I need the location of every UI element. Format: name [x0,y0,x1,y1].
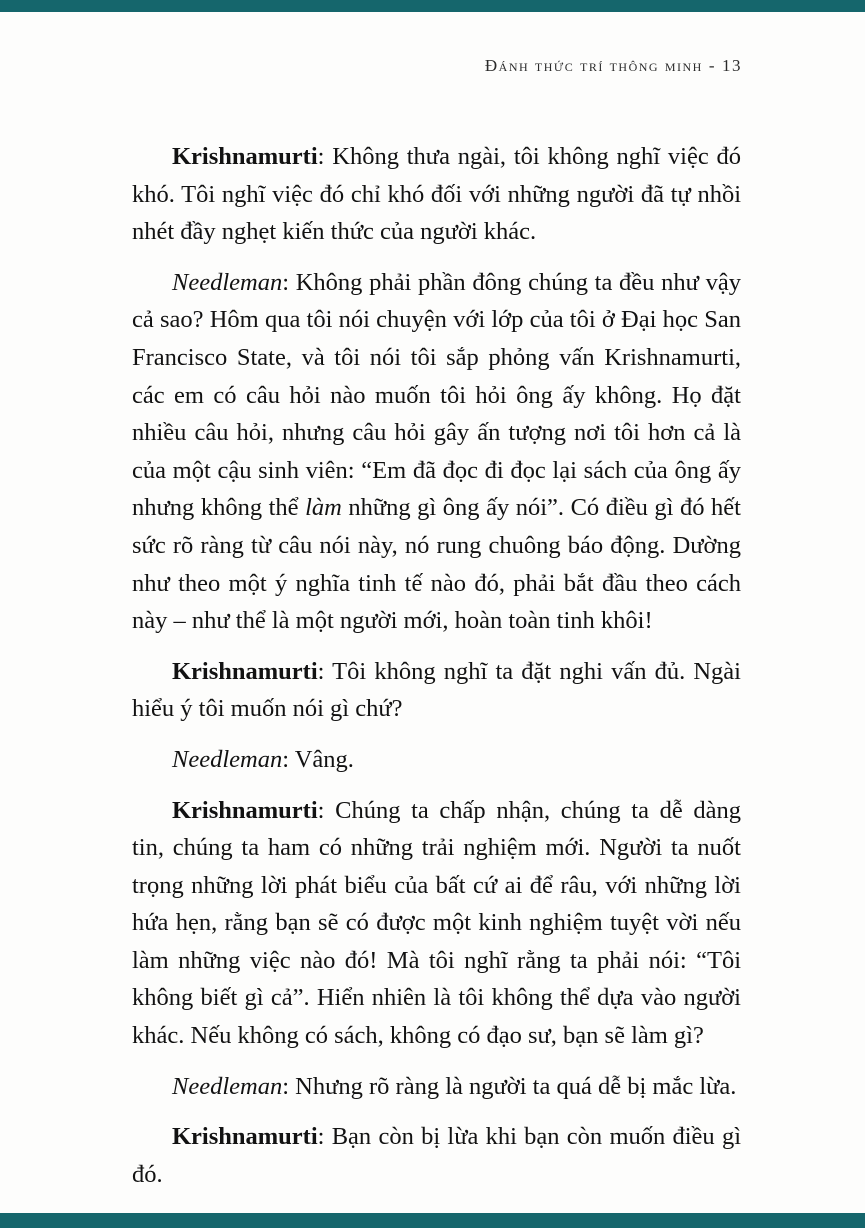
running-header [132,56,742,76]
bottom-edge-bar [0,1213,865,1228]
text-segment: : Chúng ta chấp nhận, chúng ta dễ dàng tin, chúng ta ham có những trải nghiệm mới. Người ta nuốt trọng những lời phát biểu của bất cứ ai để râu, với những lời hứa hẹn, rằng bạn sẽ có được một kinh nghiệm tuyệt vời nếu làm những việc nào đó! Mà tôi nghĩ rằng ta phải nói: “Tôi không biết gì cả”. Hiển nhiên là tôi không thể dựa vào người khác. Nếu không có sách, không có đạo sư, bạn sẽ làm gì? [132,796,741,1050]
speaker-name: Krishnamurti [172,657,318,685]
paragraph [132,653,741,728]
paragraph [132,1118,741,1193]
speaker-name: làm [305,494,342,522]
paragraph [132,792,741,1055]
text-segment: : Bạn còn bị lừa khi bạn còn muốn điều gì đó. [132,1123,741,1188]
paragraph [132,1068,741,1106]
speaker-name: Needleman [172,268,283,296]
page-number: 13 [722,56,742,75]
paragraph [132,264,741,640]
paragraph [132,741,741,779]
running-header-separator: - [708,56,716,75]
page-body [132,138,741,1228]
text-segment: những gì ông ấy nói”. Có điều gì đó hết sức rõ ràng từ câu nói này, nó rung chuông báo động. Dường như theo một ý nghĩa tinh tế nào đó, phải bắt đầu theo cách này – như thể là một người mới, hoàn toàn tinh khôi! [132,494,741,635]
text-segment: : Không phải phần đông chúng ta đều như vậy cả sao? Hôm qua tôi nói chuyện với lớp của tôi ở Đại học San Francisco State, và tôi nói tôi sắp phỏng vấn Krishnamurti, các em có câu hỏi nào muốn tôi hỏi ông ấy không. Họ đặt nhiều câu hỏi, nhưng câu hỏi gây ấn tượng nơi tôi hơn cả là của một cậu sinh viên: “Em đã đọc đi đọc lại sách của ông ấy nhưng không thể [132,268,741,522]
text-segment: : Không thưa ngài, tôi không nghĩ việc đó khó. Tôi nghĩ việc đó chỉ khó đối với những người đã tự nhồi nhét đầy nghẹt kiến thức của người khác. [132,143,741,246]
text-segment: : Tôi không nghĩ ta đặt nghi vấn đủ. Ngài hiểu ý tôi muốn nói gì chứ? [132,657,741,723]
speaker-name: Krishnamurti [172,143,318,170]
paragraph [132,138,741,251]
speaker-name: Krishnamurti [172,1123,318,1151]
speaker-name: Needleman [172,745,283,773]
speaker-name: Krishnamurti [172,796,318,824]
text-segment: : Nhưng rõ ràng là người ta quá dễ bị mắc lừa. [282,1072,737,1100]
speaker-name: Needleman [172,1072,283,1100]
text-segment: : Vâng. [282,745,354,773]
running-header-title: Đánh thức trí thông minh [484,56,703,75]
top-edge-bar [0,0,865,12]
